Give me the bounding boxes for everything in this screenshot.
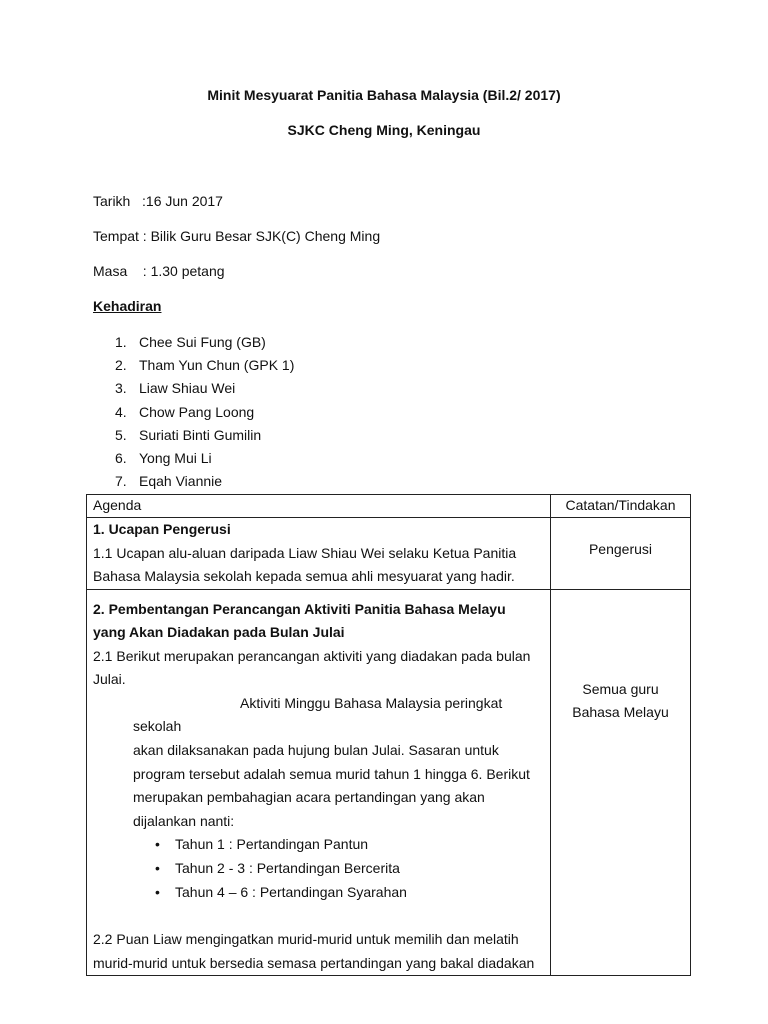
attendee-number: 7. (115, 473, 127, 490)
agenda-text-line: program tersebut adalah semua murid tahun 1 hingga 6. Berikut (133, 765, 530, 782)
attendee-item (93, 424, 294, 447)
attendee-number: 4. (115, 403, 127, 420)
agenda-cell (87, 589, 551, 976)
event-list (93, 833, 544, 904)
action-column-header: Catatan/Tindakan (551, 495, 691, 518)
action-text: Semua guru (582, 680, 659, 697)
attendee-item (93, 377, 294, 400)
agenda-cell (87, 518, 551, 590)
agenda-table (86, 494, 691, 976)
attendee-item (93, 401, 294, 424)
agenda-item-heading: 2. Pembentangan Perancangan Aktiviti Panitia Bahasa Melayu (93, 600, 506, 617)
agenda-text-line: Bahasa Malaysia sekolah kepada semua ahli mesyuarat yang hadir. (93, 568, 515, 584)
attendee-name: Chow Pang Loong (139, 403, 255, 420)
action-text: Pengerusi (588, 541, 653, 557)
agenda-item-heading: yang Akan Diadakan pada Bulan Julai (93, 624, 345, 641)
table-header-row (87, 495, 691, 518)
agenda-text-line: Aktiviti Minggu Bahasa Malaysia peringkat sekolah (133, 694, 503, 735)
attendee-number: 2. (115, 357, 127, 374)
document-subtitle: SJKC Cheng Ming, Keningau (287, 122, 481, 138)
list-item: • Tahun 2 - 3 : Pertandingan Bercerita (175, 857, 544, 881)
attendee-number: 3. (115, 380, 127, 397)
attendee-name: Liaw Shiau Wei (139, 380, 236, 397)
action-text: Bahasa Melayu (572, 704, 669, 721)
attendance-list (93, 331, 294, 493)
attendee-item (93, 447, 294, 470)
action-cell (551, 589, 691, 976)
agenda-text-line: merupakan pembahagian acara pertandingan yang akan (133, 789, 485, 806)
document-title: Minit Mesyuarat Panitia Bahasa Malaysia (Bil.2/ 2017) (207, 87, 561, 103)
attendee-number: 6. (115, 449, 127, 466)
agenda-text-line: dijalankan nanti: (133, 812, 235, 829)
agenda-column-header: Agenda (87, 495, 551, 518)
meeting-time: Masa : 1.30 petang (93, 263, 225, 279)
attendee-name: Yong Mui Li (139, 449, 212, 466)
agenda-item-heading: 1. Ucapan Pengerusi (93, 521, 231, 537)
attendee-number: 5. (115, 426, 127, 443)
agenda-text-line: Julai. (93, 671, 126, 688)
table-row (87, 518, 691, 590)
attendee-name: Chee Sui Fung (GB) (139, 334, 266, 350)
action-cell (551, 518, 691, 590)
meeting-date: Tarikh :16 Jun 2017 (93, 193, 223, 209)
agenda-text-line: akan dilaksanakan pada hujung bulan Julai. Sasaran untuk (133, 742, 499, 759)
attendee-number: 1. (115, 334, 127, 350)
attendee-name: Suriati Binti Gumilin (139, 426, 262, 443)
agenda-text-line: murid-murid untuk bersedia semasa pertandingan yang bakal diadakan (93, 954, 535, 971)
attendee-name: Eqah Viannie (139, 473, 223, 490)
table-row (87, 589, 691, 976)
list-item: • Tahun 4 – 6 : Pertandingan Syarahan (175, 881, 544, 905)
agenda-text-line: 1.1 Ucapan alu-aluan daripada Liaw Shiau Wei selaku Ketua Panitia (93, 544, 517, 561)
attendee-name: Tham Yun Chun (GPK 1) (139, 357, 295, 374)
attendee-item (93, 470, 294, 493)
meeting-place: Tempat : Bilik Guru Besar SJK(C) Cheng Ming (93, 228, 381, 244)
list-item: • Tahun 1 : Pertandingan Pantun (175, 833, 544, 857)
attendance-heading: Kehadiran (93, 298, 162, 314)
attendee-item (93, 354, 294, 377)
attendee-item (93, 331, 294, 354)
agenda-text-line: 2.1 Berikut merupakan perancangan aktiviti yang diadakan pada bulan (93, 647, 531, 664)
agenda-text-line: 2.2 Puan Liaw mengingatkan murid-murid untuk memilih dan melatih (93, 931, 519, 948)
